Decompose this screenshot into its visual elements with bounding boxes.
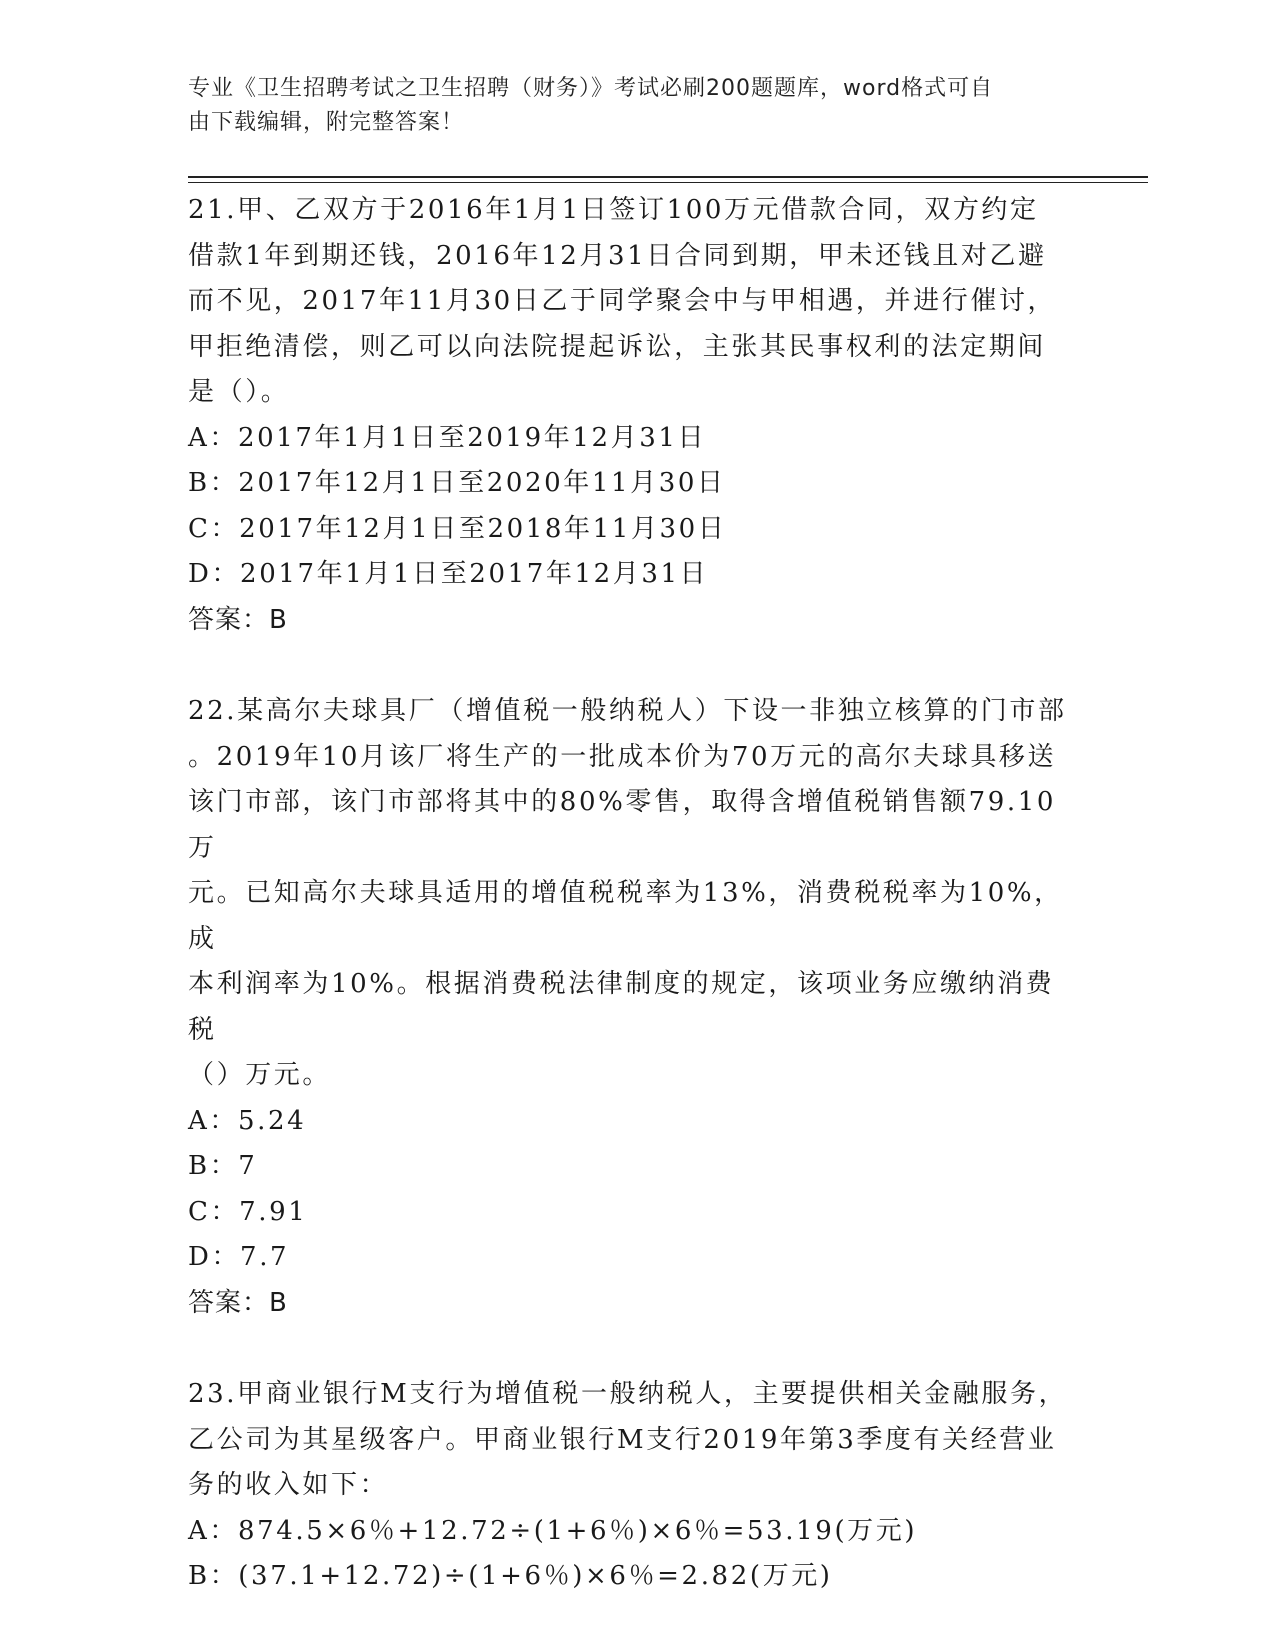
question-text-line: 乙公司为其星级客户。甲商业银行M支行2019年第3季度有关经营业	[188, 1424, 1057, 1455]
document-header	[188, 72, 1068, 140]
question-text-line: 而不见，2017年11月30日乙于同学聚会中与甲相遇，并进行催讨，	[188, 286, 1057, 316]
header-divider-thin	[188, 182, 1148, 183]
question-list	[188, 188, 1078, 1600]
option-b: B：2017年12月1日至2020年11月30日	[188, 468, 726, 498]
header-title-line-1: 专业《卫生招聘考试之卫生招聘（财务）》考试必刷200题题库，word格式可自	[188, 76, 994, 101]
question-text-line: 元。已知高尔夫球具适用的增值税税率为13%，消费税税率为10%，成	[188, 878, 1063, 954]
option-d: D：2017年1月1日至2017年12月31日	[188, 559, 709, 589]
question-text-line: 22.某高尔夫球具厂（增值税一般纳税人）下设一非独立核算的门市部	[188, 696, 1067, 726]
option-a: A：874.5×6％+12.72÷(1+6％)×6％=53.19(万元)	[188, 1515, 918, 1546]
question-text-line: 借款1年到期还钱，2016年12月31日合同到期，甲未还钱且对乙避	[188, 240, 1047, 271]
header-title-line-2: 由下载编辑，附完整答案！	[188, 110, 465, 135]
question-23	[188, 1372, 1078, 1600]
question-21	[188, 188, 1078, 643]
question-text-line: 本利润率为10%。根据消费税法律制度的规定，该项业务应缴纳消费税	[188, 969, 1055, 1045]
question-text-line: 务的收入如下：	[188, 1470, 389, 1500]
question-text-line: 是（）。	[188, 377, 290, 407]
option-a: A：2017年1月1日至2019年12月31日	[188, 422, 707, 453]
option-b: B：(37.1+12.72)÷(1+6％)×6％=2.82(万元)	[188, 1561, 833, 1591]
header-divider-thick	[188, 176, 1148, 178]
answer: 答案：B	[188, 1287, 288, 1318]
option-a: A：5.24	[188, 1105, 307, 1136]
question-text-line: 21.甲、乙双方于2016年1月1日签订100万元借款合同，双方约定	[188, 195, 1039, 225]
question-text-line: （）万元。	[188, 1060, 332, 1090]
answer: 答案：B	[188, 604, 288, 635]
option-b: B：7	[188, 1151, 258, 1181]
question-text-line: 。2019年10月该厂将生产的一批成本价为70万元的高尔夫球具移送	[188, 741, 1057, 772]
question-text-line: 该门市部，该门市部将其中的80%零售，取得含增值税销售额79.10万	[188, 787, 1057, 863]
question-22	[188, 689, 1078, 1326]
option-c: C：7.91	[188, 1196, 308, 1227]
option-c: C：2017年12月1日至2018年11月30日	[188, 513, 727, 544]
question-text-line: 23.甲商业银行M支行为增值税一般纳税人，主要提供相关金融服务，	[188, 1379, 1068, 1409]
question-text-line: 甲拒绝清偿，则乙可以向法院提起诉讼，主张其民事权利的法定期间	[188, 331, 1047, 362]
option-d: D：7.7	[188, 1242, 290, 1272]
